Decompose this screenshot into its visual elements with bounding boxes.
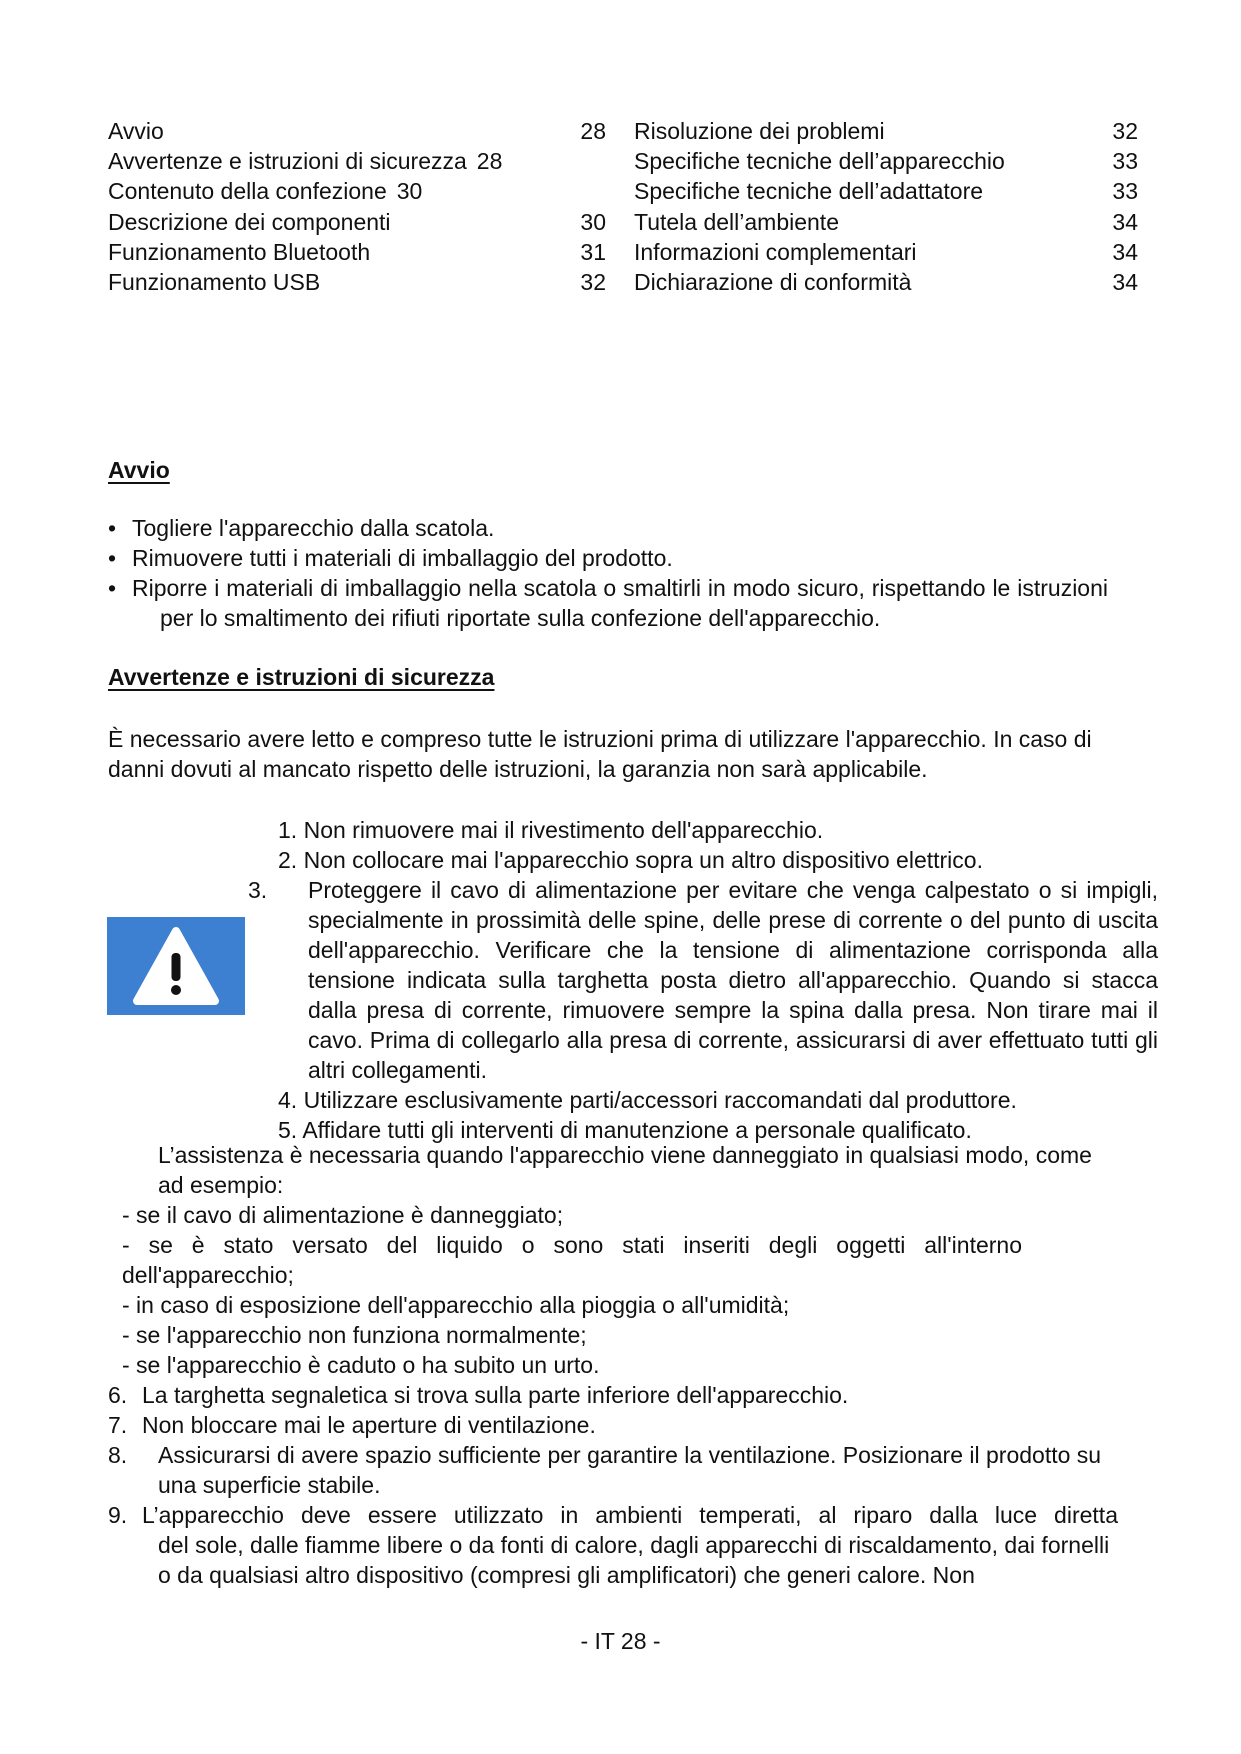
step-number: 3. [248,877,268,903]
toc-entry[interactable] [634,116,1138,146]
step-number: 7. [108,1412,128,1438]
toc-entry[interactable] [108,237,606,267]
toc-entry[interactable] [108,207,606,237]
list-item [108,1410,1158,1440]
list-item [108,1500,1118,1590]
toc-entry[interactable] [108,146,606,176]
toc-label: Informazioni complementari [634,238,917,265]
toc-label: Tutela dell’ambiente [634,208,839,235]
list-item: - in caso di esposizione dell'apparecchio alla pioggia o all'umidità; [122,1292,790,1318]
safety-intro: È necessario avere letto e compreso tutte le istruzioni prima di utilizzare l'apparecchio. In caso di danni dovuti al mancato rispetto delle istruzioni, la garanzia non sarà applicabile. [108,726,1092,782]
toc-page: 34 [1112,238,1138,265]
step-number: 8. [108,1442,128,1468]
toc-label: Funzionamento USB [108,268,321,295]
toc-page: 33 [1112,178,1138,205]
step-text: Assicurarsi di avere spazio sufficiente per garantire la ventilazione. Posizionare il prodotto su una superficie stabile. [158,1442,1102,1498]
toc-page: 34 [1112,208,1138,235]
toc-left-column [108,116,606,297]
toc-label: Risoluzione dei problemi [634,118,885,144]
toc-entry[interactable] [634,176,1138,206]
safety-continued [108,1140,1158,1590]
safety-steps-list [248,815,1158,1145]
list-item [108,1440,1118,1500]
step-number: 9. [108,1502,128,1528]
toc-label: Contenuto della confezione [108,178,387,205]
step-text: del sole, dalle fiamme libere o da fonti di calore, dagli apparecchi di riscaldamento, dai fornelli o da qualsiasi altro dispositivo (compresi gli amplificatori) che generi calore. Non [158,1532,1110,1588]
step-number: 5. [278,1117,298,1143]
toc-page: 32 [580,268,606,295]
step-number: 2. [278,847,298,873]
assistance-text: L’assistenza è necessaria quando l'apparecchio viene danneggiato in qualsiasi modo, come ad esempio: [158,1142,1092,1198]
toc-entry[interactable] [634,146,1138,176]
toc-entry[interactable] [108,176,606,206]
toc-page: 30 [580,208,606,235]
toc-label: Specifiche tecniche dell’apparecchio [634,148,1005,175]
list-item [278,815,1158,845]
step-text: Non rimuovere mai il rivestimento dell'apparecchio. [303,817,824,843]
page-number: - IT 28 - [580,1628,661,1654]
toc-page: 28 [580,118,606,144]
step-text: L’apparecchio deve essere utilizzato in ambienti temperati, al riparo dalla luce diretta [142,1502,1118,1528]
toc-entry[interactable] [634,267,1138,297]
list-item: • Togliere l'apparecchio dalla scatola. [108,513,1108,543]
toc-label: Avvio [108,118,164,144]
toc-page: 28 [476,148,503,175]
list-item: - se è stato versato del liquido o sono stati inseriti degli oggetti all'interno dell'apparecchio; [122,1232,1022,1288]
list-item: • Rimuovere tutti i materiali di imballaggio del prodotto. [108,543,1108,573]
list-item [108,1380,1158,1410]
list-item: - se l'apparecchio non funziona normalmente; [122,1322,587,1348]
section-title-safety: Avvertenze e istruzioni di sicurezza [108,664,495,690]
toc-label: Dichiarazione di conformità [634,268,912,295]
toc-page: 31 [580,238,606,265]
toc-label: Funzionamento Bluetooth [108,238,371,265]
step-number: 1. [278,817,298,843]
step-text: Affidare tutti gli interventi di manutenzione a personale qualificato. [302,1117,972,1143]
toc-label: Descrizione dei componenti [108,208,391,235]
warning-triangle-icon [107,917,245,1015]
step-text: Utilizzare esclusivamente parti/accessori raccomandati dal produttore. [303,1087,1017,1113]
toc-label: Specifiche tecniche dell’adattatore [634,178,984,205]
toc-page: 33 [1112,148,1138,175]
toc-entry[interactable] [108,116,606,146]
step-text: Proteggere il cavo di alimentazione per evitare che venga calpestato o si impigli, specialmente in prossimità delle spine, delle prese di corrente o del punto di uscita dell'apparecchio. Verificare che la tensione di alimentazione corrisponda alla tensione indicata sulla targhetta posta dietro all'apparecchio. Quando si stacca dalla presa di corrente, rimuovere sempre la spina dalla presa. Non tirare mai il cavo. Prima di collegarlo alla presa di corrente, assicurarsi di aver effettuato tutti gli altri collegamenti. [308,877,1158,1083]
toc-entry[interactable] [634,207,1138,237]
toc-page: 30 [396,178,423,205]
list-item: • Riporre i materiali di imballaggio nella scatola o smaltirli in modo sicuro, rispettando le istruzioni per lo smaltimento dei rifiuti riportate sulla confezione dell'apparecchio. [108,573,1108,633]
step-number: 4. [278,1087,298,1113]
list-item [278,845,1158,875]
start-bullet-list [108,513,1108,633]
toc-page: 32 [1112,118,1138,144]
toc-right-column [634,116,1138,297]
step-text: Non collocare mai l'apparecchio sopra un altro dispositivo elettrico. [303,847,983,873]
step-text: Non bloccare mai le aperture di ventilazione. [142,1412,596,1438]
list-item [248,875,1158,1085]
list-item [278,1085,1158,1115]
toc-entry[interactable] [108,267,606,297]
step-number: 6. [108,1382,128,1408]
list-item: - se il cavo di alimentazione è danneggiato; [122,1202,564,1228]
step-text: La targhetta segnaletica si trova sulla parte inferiore dell'apparecchio. [142,1382,849,1408]
toc-page: 34 [1112,268,1138,295]
toc-label: Avvertenze e istruzioni di sicurezza [108,148,467,175]
section-title-start: Avvio [108,457,170,483]
list-item: - se l'apparecchio è caduto o ha subito un urto. [122,1352,600,1378]
toc-entry[interactable] [634,237,1138,267]
